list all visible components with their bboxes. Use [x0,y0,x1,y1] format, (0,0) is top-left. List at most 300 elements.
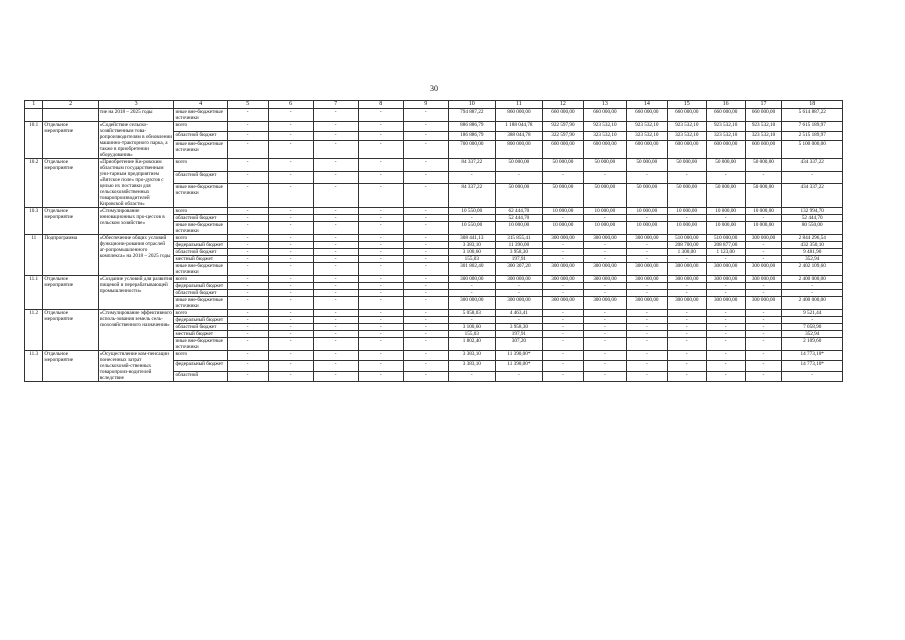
value-cell: 308 441,13 [448,235,495,242]
value-cell: - [227,283,268,290]
value-cell: - [358,276,403,283]
value-cell: - [313,131,358,141]
value-cell: 301 802,40 [448,263,495,276]
value-cell: - [313,215,358,222]
value-cell: - [745,351,782,361]
value-cell: 50 000,00 [626,184,667,208]
value-cell: 2 515 189,97 [782,131,843,141]
value-cell: - [667,310,706,317]
value-cell: - [782,290,843,297]
value-cell: 10 000,00 [626,208,667,215]
value-cell: - [403,242,448,249]
value-cell: - [667,290,706,297]
value-cell: 300 000,00 [448,297,495,310]
column-header: 15 [667,101,706,109]
value-cell: 300 000,00 [542,297,583,310]
value-cell: 10 000,00 [495,222,542,235]
row-number: 11 [25,235,43,276]
value-cell: - [313,371,358,381]
value-cell: 80 550,00 [782,222,843,235]
value-cell: - [313,122,358,132]
value-cell: 923 532,10 [706,122,745,132]
value-cell: 52 444,70 [495,215,542,222]
value-cell: 434 337,22 [782,184,843,208]
value-cell: - [403,208,448,215]
value-cell: - [358,331,403,338]
value-cell: - [403,184,448,208]
value-cell: - [268,159,313,172]
value-cell: 660 000,00 [745,109,782,122]
value-cell: - [745,324,782,331]
value-cell: - [403,215,448,222]
value-cell: 300 000,00 [495,276,542,283]
value-cell: - [313,235,358,242]
value-cell: 3 383,10 [448,361,495,371]
value-cell: - [403,263,448,276]
value-cell: 50 000,00 [583,184,626,208]
value-cell: - [227,263,268,276]
value-cell: - [403,361,448,371]
value-cell: - [403,338,448,351]
value-cell: 10 000,00 [667,222,706,235]
value-cell: 197,91 [495,256,542,263]
value-cell: 50 000,00 [706,184,745,208]
value-cell: - [542,283,583,290]
value-cell: 9 521,44 [782,310,843,317]
funding-source: областной бюджет [174,171,227,184]
value-cell: - [542,310,583,317]
value-cell: 300 307,20 [495,263,542,276]
value-cell: 300 000,00 [626,235,667,242]
value-cell: 860 000,00 [495,109,542,122]
value-cell: - [358,290,403,297]
value-cell: - [667,371,706,381]
value-cell: 300 000,00 [448,276,495,283]
value-cell: - [358,159,403,172]
value-cell: - [358,361,403,371]
value-cell: - [227,215,268,222]
value-cell: - [227,276,268,283]
value-cell: - [403,131,448,141]
value-cell: - [542,351,583,361]
value-cell: - [268,324,313,331]
value-cell: 300 000,00 [745,297,782,310]
funding-source: иные вне-бюджетные источники [174,109,227,122]
value-cell: - [745,256,782,263]
budget-table [24,100,843,382]
table-row [25,276,843,283]
value-cell: - [358,324,403,331]
funding-source: всего [174,351,227,361]
value-cell: - [268,122,313,132]
value-cell: 155,03 [448,331,495,338]
value-cell: 600 000,00 [542,141,583,159]
value-cell: 352,94 [782,256,843,263]
value-cell: 352,94 [782,331,843,338]
value-cell: 323 532,10 [626,131,667,141]
funding-source: иные вне-бюджетные источники [174,141,227,159]
value-cell: - [313,256,358,263]
value-cell: - [358,208,403,215]
value-cell: - [667,338,706,351]
value-cell: 600 000,00 [706,141,745,159]
funding-source: иные вне-бюджетные источники [174,297,227,310]
value-cell: - [448,215,495,222]
value-cell: 50 000,00 [542,159,583,172]
value-cell: 4 463,41 [495,310,542,317]
row-name: «Содействие сельско-хозяйственным това-ропроизводителям в обновлении машинно-тракторного парка, а также в приобретении оборудования» [99,122,173,158]
value-cell: - [542,242,583,249]
value-cell: - [667,171,706,184]
value-cell: - [403,171,448,184]
value-cell: 600 000,00 [667,141,706,159]
value-cell: - [706,283,745,290]
value-cell: - [706,317,745,324]
funding-source: всего [174,310,227,317]
value-cell: 11 390,00* [495,351,542,361]
value-cell: - [745,249,782,256]
row-name: «Создание условий для развития пищевой и перерабатывающей промышленности» [98,276,174,310]
value-cell: 14 773,10* [782,361,843,371]
value-cell: 600 000,00 [745,141,782,159]
value-cell: - [542,249,583,256]
value-cell: - [626,324,667,331]
value-cell: - [403,235,448,242]
value-cell: - [626,310,667,317]
value-cell: - [706,371,745,381]
value-cell: - [313,184,358,208]
value-cell: - [542,317,583,324]
value-cell: - [268,109,313,122]
row-type: Отдельное мероприятие [43,208,98,235]
value-cell: - [227,256,268,263]
value-cell: - [313,242,358,249]
value-cell: - [313,263,358,276]
value-cell: - [313,171,358,184]
value-cell: - [542,171,583,184]
value-cell: 1 802,40 [448,338,495,351]
value-cell: - [358,249,403,256]
row-name: «Обеспечение общих условий функциони-рования отраслей аг-ропромышленного комплекса» на 2018 – 2025 годы [98,235,174,276]
value-cell: - [268,297,313,310]
value-cell: - [448,283,495,290]
value-cell: - [227,242,268,249]
value-cell: 300 000,00 [745,263,782,276]
value-cell: - [626,338,667,351]
value-cell: - [227,235,268,242]
column-header: 4 [174,101,227,109]
value-cell: - [626,351,667,361]
table-row [25,122,843,132]
value-cell: - [542,215,583,222]
value-cell: - [268,290,313,297]
table-row [25,208,843,215]
value-cell: - [583,242,626,249]
funding-source: всего [174,208,227,215]
value-cell: 197,91 [495,331,542,338]
column-header: 7 [313,101,358,109]
value-cell: 2 109,60 [782,338,843,351]
value-cell: - [313,141,358,159]
value-cell: - [583,310,626,317]
funding-source: всего [174,122,227,132]
value-cell: - [358,141,403,159]
value-cell: - [667,351,706,361]
value-cell: - [227,310,268,317]
row-type: Отдельное мероприятие [43,122,98,159]
value-cell: - [313,283,358,290]
value-cell: - [667,215,706,222]
value-cell: 5 100 000,00 [782,141,843,159]
value-cell: - [583,215,626,222]
value-cell: - [313,159,358,172]
value-cell: - [227,290,268,297]
value-cell: - [626,331,667,338]
column-header: 12 [542,101,583,109]
value-cell: - [583,324,626,331]
value-cell: - [495,371,542,381]
value-cell: 300 000,00 [626,276,667,283]
value-cell: 10 000,00 [626,222,667,235]
value-cell: - [358,297,403,310]
table-row [25,351,843,361]
value-cell: - [268,131,313,141]
value-cell: - [227,208,268,215]
value-cell: - [358,317,403,324]
value-cell: 10 000,00 [706,208,745,215]
funding-source: областной [174,371,227,381]
value-cell: 923 532,10 [667,122,706,132]
value-cell: - [626,256,667,263]
row-type: Отдельное мероприятие [43,351,98,382]
row-number: 10.3 [25,208,43,235]
value-cell: 923 532,10 [583,122,626,132]
value-cell: - [268,215,313,222]
value-cell: - [583,361,626,371]
value-cell: 14 773,10* [782,351,843,361]
row-type [43,109,98,122]
value-cell: 323 532,10 [667,131,706,141]
value-cell: - [583,317,626,324]
value-cell: - [626,283,667,290]
value-cell: - [227,297,268,310]
value-cell: 10 000,00 [745,208,782,215]
value-cell: - [495,171,542,184]
value-cell: - [403,141,448,159]
value-cell: - [358,338,403,351]
value-cell: - [268,256,313,263]
value-cell: - [782,317,843,324]
column-header: 16 [706,101,745,109]
value-cell: - [667,324,706,331]
value-cell: - [268,331,313,338]
value-cell: 11 390,00 [495,242,542,249]
value-cell: - [495,317,542,324]
value-cell: - [313,310,358,317]
value-cell: - [745,283,782,290]
value-cell: - [313,249,358,256]
value-cell: 923 532,10 [626,122,667,132]
value-cell: 923 532,10 [745,122,782,132]
funding-source: всего [174,235,227,242]
value-cell: 10 000,00 [667,208,706,215]
value-cell: - [403,290,448,297]
value-cell: - [227,109,268,122]
value-cell: - [358,371,403,381]
value-cell: 2 400 000,00 [782,276,843,283]
value-cell: - [268,249,313,256]
funding-source: всего [174,159,227,172]
value-cell: - [626,371,667,381]
funding-source: федеральный бюджет [174,283,227,290]
value-cell: 50 000,00 [706,159,745,172]
value-cell: 50 000,00 [626,159,667,172]
value-cell: 50 000,00 [495,159,542,172]
value-cell: 3 958,30 [495,324,542,331]
column-header: 9 [403,101,448,109]
value-cell: - [358,235,403,242]
value-cell: - [542,361,583,371]
value-cell: 3 100,60 [448,249,495,256]
value-cell: - [403,276,448,283]
value-cell: - [358,310,403,317]
value-cell: - [745,215,782,222]
value-cell: - [583,331,626,338]
value-cell: - [745,290,782,297]
value-cell: - [667,361,706,371]
value-cell: - [706,290,745,297]
value-cell: - [403,371,448,381]
table-row [25,310,843,317]
value-cell: 800 000,00 [495,141,542,159]
value-cell: - [448,290,495,297]
value-cell: - [227,141,268,159]
value-cell: - [313,297,358,310]
value-cell: - [358,256,403,263]
value-cell: - [403,351,448,361]
value-cell: - [227,184,268,208]
value-cell: 3 958,30 [495,249,542,256]
page-number: 30 [430,84,438,93]
value-cell: - [403,159,448,172]
value-cell: - [313,276,358,283]
value-cell: 3 383,10 [448,242,495,249]
value-cell: - [403,317,448,324]
column-header: 5 [227,101,268,109]
value-cell: 300 000,00 [706,263,745,276]
value-cell: - [358,242,403,249]
value-cell: 2 400 000,00 [782,297,843,310]
value-cell: - [667,283,706,290]
table-row [25,235,843,242]
value-cell: - [448,371,495,381]
value-cell: 10 000,00 [583,222,626,235]
row-number: 10.2 [25,159,43,208]
value-cell: - [313,290,358,297]
value-cell: 323 532,10 [706,131,745,141]
value-cell: - [626,361,667,371]
header-row [25,101,843,109]
value-cell: - [403,122,448,132]
value-cell: - [313,324,358,331]
funding-source: областной бюджет [174,249,227,256]
value-cell: 10 000,00 [542,208,583,215]
value-cell: - [268,235,313,242]
value-cell: - [706,324,745,331]
value-cell: - [745,317,782,324]
value-cell: - [358,222,403,235]
value-cell: 700 000,00 [448,141,495,159]
value-cell: 600 000,00 [626,141,667,159]
row-type: Подпрограмма [43,235,98,276]
value-cell: - [542,331,583,338]
value-cell: 50 000,00 [745,159,782,172]
value-cell: 52 444,70 [782,215,843,222]
value-cell: - [358,184,403,208]
value-cell: 300 000,00 [745,276,782,283]
value-cell: 300 000,00 [495,297,542,310]
value-cell: - [313,208,358,215]
value-cell: 10 000,00 [706,222,745,235]
value-cell: - [313,361,358,371]
value-cell: 323 532,10 [583,131,626,141]
value-cell: - [745,361,782,371]
value-cell: 300 000,00 [542,263,583,276]
value-cell: - [495,283,542,290]
row-type: Отдельное мероприятие [43,276,98,310]
value-cell: - [227,338,268,351]
value-cell: - [268,310,313,317]
value-cell: - [227,331,268,338]
value-cell: - [542,338,583,351]
value-cell: 300 000,00 [583,276,626,283]
value-cell: 3 383,10 [448,351,495,361]
value-cell: - [448,317,495,324]
value-cell: - [706,361,745,371]
value-cell: 600 000,00 [583,141,626,159]
value-cell: - [358,131,403,141]
value-cell: - [745,242,782,249]
value-cell: - [227,122,268,132]
value-cell: - [403,109,448,122]
funding-source: иные вне-бюджетные источники [174,338,227,351]
row-number [25,109,43,122]
value-cell: 300 000,00 [667,276,706,283]
value-cell: 1 300,00 [667,249,706,256]
value-cell: 300 000,00 [667,263,706,276]
value-cell: - [706,215,745,222]
value-cell: - [583,171,626,184]
value-cell: 50 000,00 [495,184,542,208]
value-cell: 50 000,00 [542,184,583,208]
value-cell: - [268,184,313,208]
value-cell: - [268,338,313,351]
value-cell: 300 000,00 [667,297,706,310]
funding-source: областной бюджет [174,290,227,297]
value-cell: 322 597,90 [542,131,583,141]
value-cell: - [667,256,706,263]
value-cell: 660 000,00 [542,109,583,122]
value-cell: 300 000,00 [626,297,667,310]
value-cell: 660 000,00 [706,109,745,122]
row-number: 11.3 [25,351,43,382]
value-cell: 50 000,00 [583,159,626,172]
value-cell: - [583,256,626,263]
value-cell: - [313,338,358,351]
value-cell: - [542,290,583,297]
value-cell: 7 058,90 [782,324,843,331]
row-number: 11.2 [25,310,43,351]
